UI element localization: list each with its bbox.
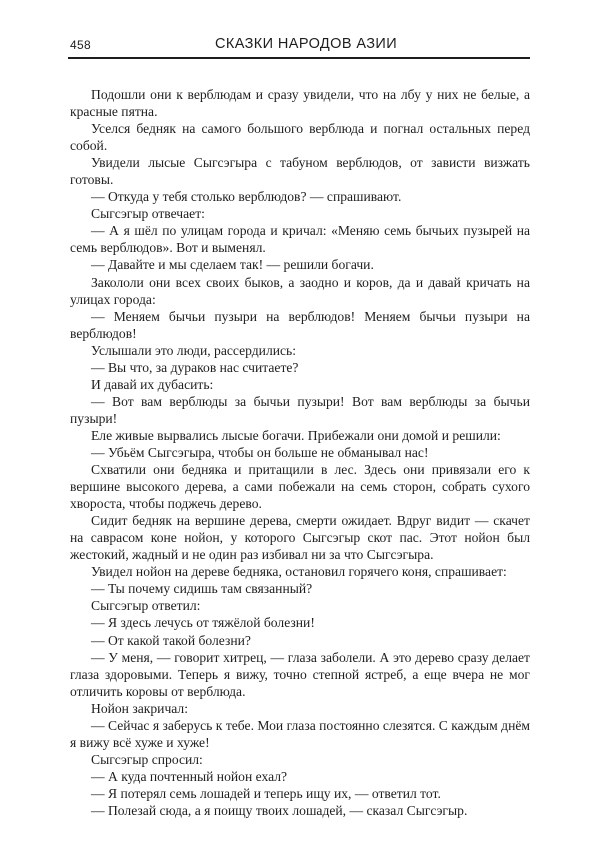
- dialogue-line: — Сейчас я заберусь к тебе. Мои глаза постоянно слезятся. С каждым днём я вижу всё хуже и хуже!: [70, 717, 530, 750]
- page-number: 458: [70, 38, 91, 52]
- dialogue-line: — Откуда у тебя столько верблюдов? — спрашивают.: [91, 189, 402, 205]
- paragraph: Увидели лысые Сыгсэгыра с табуном верблюдов, от зависти визжать готовы.: [70, 155, 530, 188]
- story-text: [70, 86, 530, 819]
- dialogue-line: — Убьём Сыгсэгыра, чтобы он больше не обманывал нас!: [91, 444, 429, 460]
- paragraph: И давай их дубасить:: [91, 376, 214, 392]
- paragraph: Сыгсэгыр отвечает:: [91, 206, 205, 222]
- dialogue-line: — Ты почему сидишь там связанный?: [91, 581, 313, 597]
- header-rule: [68, 57, 530, 59]
- dialogue-line: — Меняем бычьи пузыри на верблюдов! Меняем бычьи пузыри на верблюдов!: [70, 308, 530, 341]
- running-title: СКАЗКИ НАРОДОВ АЗИИ: [215, 36, 398, 52]
- dialogue-line: — От какой такой болезни?: [91, 632, 251, 648]
- dialogue-line: — А я шёл по улицам города и кричал: «Меняю семь бычьих пузырей на семь верблюдов». Вот и выменял.: [70, 223, 530, 256]
- paragraph: Подошли они к верблюдам и сразу увидели, что на лбу у них не белые, а красные пятна.: [70, 87, 530, 120]
- dialogue-line: — Я здесь лечусь от тяжёлой болезни!: [91, 615, 315, 631]
- dialogue-line: — Вы что, за дураков нас считаете?: [91, 359, 299, 375]
- paragraph: Еле живые вырвались лысые богачи. Прибежали они домой и решили:: [91, 427, 501, 443]
- paragraph: Увидел нойон на дереве бедняка, остановил горячего коня, спрашивает:: [91, 564, 507, 580]
- paragraph: Уселся бедняк на самого большого верблюда и погнал остальных перед собой.: [70, 121, 530, 154]
- dialogue-line: — А куда почтенный нойон ехал?: [91, 768, 288, 784]
- dialogue-line: — У меня, — говорит хитрец, — глаза заболели. А это дерево сразу делает глаза здоровыми. Теперь я вижу, точно степной ястреб, а еще вчера не мог отличить коровы от верблюда.: [70, 649, 530, 699]
- paragraph: Сидит бедняк на вершине дерева, смерти ожидает. Вдруг видит — скачет на савраcом коне нойон, у которого Сыгсэгыр скот пас. Этот нойон был жестокий, жадный и не один раз избивал ни за что Сыгсэгыра.: [70, 513, 530, 563]
- paragraph: Закололи они всех своих быков, а заодно и коров, да и давай кричать на улицах города:: [70, 274, 530, 307]
- paragraph: Сыгсэгыр ответил:: [91, 598, 201, 614]
- paragraph: Схватили они бедняка и притащили в лес. Здесь они привязали его к вершине высокого дерева, а сами побежали на семь сторон, собрать сухого хвороста, чтобы поджечь дерево.: [70, 462, 530, 512]
- paragraph: Сыгсэгыр спросил:: [91, 751, 203, 767]
- dialogue-line: — Полезай сюда, а я поищу твоих лошадей, — сказал Сыгсэгыр.: [91, 802, 468, 818]
- paragraph: Услышали это люди, рассердились:: [91, 342, 297, 358]
- dialogue-line: — Я потерял семь лошадей и теперь ищу их, — ответил тот.: [91, 785, 441, 801]
- dialogue-line: — Вот вам верблюды за бычьи пузыри! Вот вам верблюды за бычьи пузыри!: [70, 393, 530, 426]
- paragraph: Нойон закричал:: [91, 700, 188, 716]
- dialogue-line: — Давайте и мы сделаем так! — решили богачи.: [91, 257, 374, 273]
